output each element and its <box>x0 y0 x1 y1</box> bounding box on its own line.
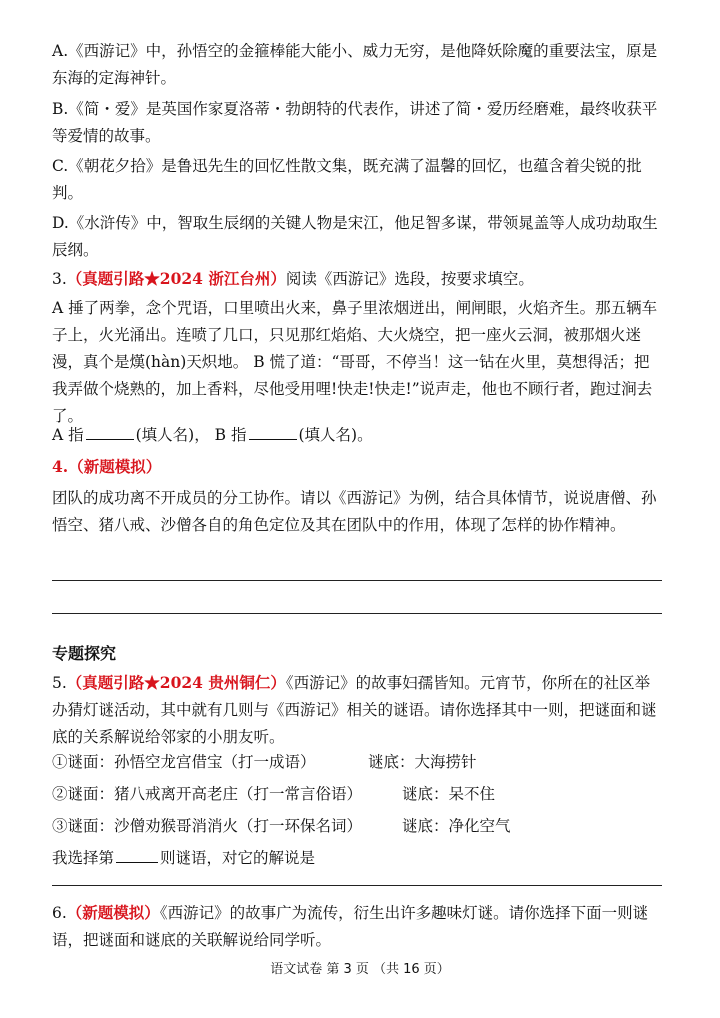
option-d: D.《水浒传》中，智取生辰纲的关键人物是宋江，他足智多谋，带领晁盖等人成功劫取生辰纲。 <box>52 214 658 259</box>
question-3-header <box>52 265 664 293</box>
question-6-body: 《西游记》的故事广为流传，衍生出许多趣味灯谜。请你选择下面一则谜语，把谜面和谜底的关联解说给同学听。 <box>52 904 649 949</box>
question-3-number: 3. <box>52 270 67 288</box>
choice-suffix: 则谜语，对它的解说是 <box>160 849 316 867</box>
question-5-tag: （真题引路★2024 贵州铜仁） <box>66 673 286 692</box>
question-6-number: 6. <box>52 904 67 922</box>
option-c: C.《朝花夕拾》是鲁迅先生的回忆性散文集，既充满了温馨的回忆，也蕴含着尖锐的批判。 <box>52 157 642 202</box>
question-5-text <box>52 669 664 751</box>
choice-prefix: 我选择第 <box>52 849 115 867</box>
question-4-tag: （新题模拟） <box>68 457 162 476</box>
choice-blank[interactable] <box>116 845 158 863</box>
question-6-text <box>52 899 664 954</box>
fill-a-blank[interactable] <box>86 422 134 440</box>
option-b: B.《简・爱》是英国作家夏洛蒂・勃朗特的代表作，讲述了简・爱历经磨难，最终收获平等爱情的故事。 <box>52 100 658 145</box>
riddle-2-answer: 谜底：呆不住 <box>402 785 496 803</box>
question-3-passage: A 捶了两拳，念个咒语，口里喷出火来，鼻子里浓烟迸出，闸闸眼，火焰齐生。那五辆车子上，火光涌出。连喷了几口，只见那红焰焰、大火烧空，把一座火云洞，被那烟火迷漫，真个是熯(hàn)天炽地。 B 慌了道：“哥哥，不停当！这一钻在火里，莫想得活；把我弄做个烧熟的，加上香料，尽他受用哩!快走!快走!”说声走，他也不顾行者，跑过涧去了。 <box>52 299 658 425</box>
question-3-prompt: 阅读《西游记》选段，按要求填空。 <box>285 270 534 288</box>
question-4-number: 4. <box>52 457 69 476</box>
answer-line-5[interactable] <box>52 885 662 886</box>
fill-a-note: (填人名)， <box>135 426 210 444</box>
riddle-2-question: ②谜面：猪八戒离开高老庄（打一常言俗语） <box>52 785 363 803</box>
section-title: 专题探究 <box>52 644 117 663</box>
question-4-header <box>52 453 664 481</box>
option-a: A.《西游记》中，孙悟空的金箍棒能大能小、威力无穷，是他降妖除魔的重要法宝，原是东海的定海神针。 <box>52 42 658 87</box>
fill-b-note: (填人名)。 <box>298 426 373 444</box>
riddle-3-question: ③谜面：沙僧劝猴哥消消火（打一环保名词） <box>52 817 363 835</box>
question-5-choice <box>52 845 664 872</box>
question-3-tag: （真题引路★2024 浙江台州） <box>66 269 286 288</box>
page-footer: 语文试卷 第 3 页 （共 16 页） <box>270 962 450 977</box>
fill-a-label: A 指 <box>52 426 84 444</box>
question-6-tag: （新题模拟） <box>66 903 160 922</box>
fill-b-label: B 指 <box>214 426 247 444</box>
riddle-1-question: ①谜面：孙悟空龙宫借宝（打一成语） <box>52 753 316 771</box>
question-3-fill <box>52 422 664 449</box>
question-4-text: 团队的成功离不开成员的分工协作。请以《西游记》为例，结合具体情节，说说唐僧、孙悟空、猪八戒、沙僧各自的角色定位及其在团队中的作用，体现了怎样的协作精神。 <box>52 489 657 534</box>
riddle-3-answer: 谜底：净化空气 <box>402 817 511 835</box>
question-5-number: 5. <box>52 674 67 692</box>
answer-line-4b[interactable] <box>52 613 662 614</box>
question-5-body: 《西游记》的故事妇孺皆知。元宵节，你所在的社区举办猜灯谜活动，其中就有几则与《西游记》相关的谜语。请你选择其中一则，把谜面和谜底的关系解说给邻家的小朋友听。 <box>52 674 657 746</box>
answer-line-4a[interactable] <box>52 580 662 581</box>
riddle-1-answer: 谜底：大海捞针 <box>368 753 477 771</box>
fill-b-blank[interactable] <box>249 422 297 440</box>
